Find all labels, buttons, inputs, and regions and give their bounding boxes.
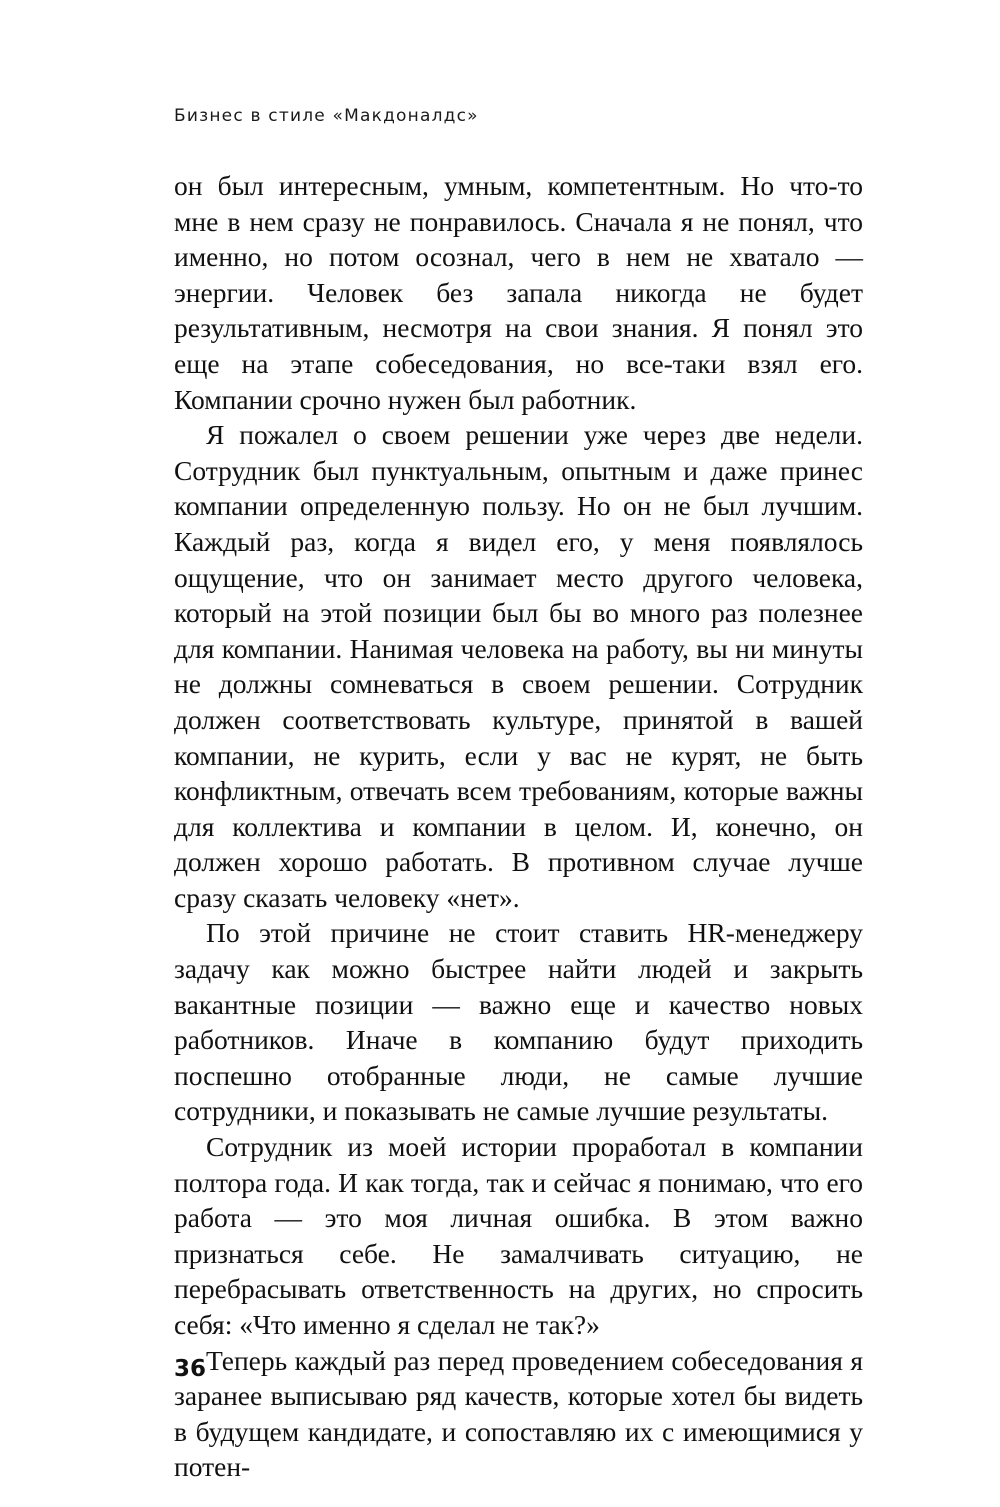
running-head: Бизнес в стиле «Макдоналдс» [174,106,479,126]
paragraph-5: Теперь каждый раз перед проведением собеседования я заранее выписываю ряд качеств, которые хотел бы видеть в будущем кандидате, и сопоставляю их с имеющимися у потен- [174,1344,863,1483]
page-number: 36 [174,1356,207,1382]
paragraph-3: По этой причине не стоит ставить HR-менеджеру задачу как можно быстрее найти людей и закрыть вакантные позиции — важно еще и качество новых работников. Иначе в компанию будут приходить поспешно отобранные люди, не самые лучшие сотрудники, и показывать не самые лучшие результаты. [174,917,863,1127]
paragraph-2: Я пожалел о своем решении уже через две недели. Сотрудник был пунктуальным, опытным и даже принес компании определенную пользу. Но он не был лучшим. Каждый раз, когда я видел его, у меня появлялось ощущение, что он занимает место другого человека, который на этой позиции был бы во много раз полезнее для компании. Нанимая человека на работу, вы ни минуты не должны сомневаться в своем решении. Сотрудник должен соответствовать культуре, принятой в вашей компании, не курить, если у вас не курят, не быть конфликтным, отвечать всем требованиям, которые важны для коллектива и компании в целом. И, конечно, он должен хорошо работать. В противном случае лучше сразу сказать человеку «нет». [174,419,863,913]
paragraph-1: он был интересным, умным, компетентным. Но что-то мне в нем сразу не понравилось. Сначала я не понял, что именно, но потом осознал, чего в нем не хватало — энергии. Человек без запала никогда не будет результативным, несмотря на свои знания. Я понял это еще на этапе собеседования, но все-таки взял его. Компании срочно нужен был работник. [174,170,863,415]
paragraph-4: Сотрудник из моей истории проработал в компании полтора года. И как тогда, так и сейчас я понимаю, что его работа — это моя личная ошибка. В этом важно признаться себе. Не замалчивать ситуацию, не перебрасывать ответственность на других, но спросить себя: «Что именно я сделал не так?» [174,1131,863,1340]
body-text [174,168,863,1485]
